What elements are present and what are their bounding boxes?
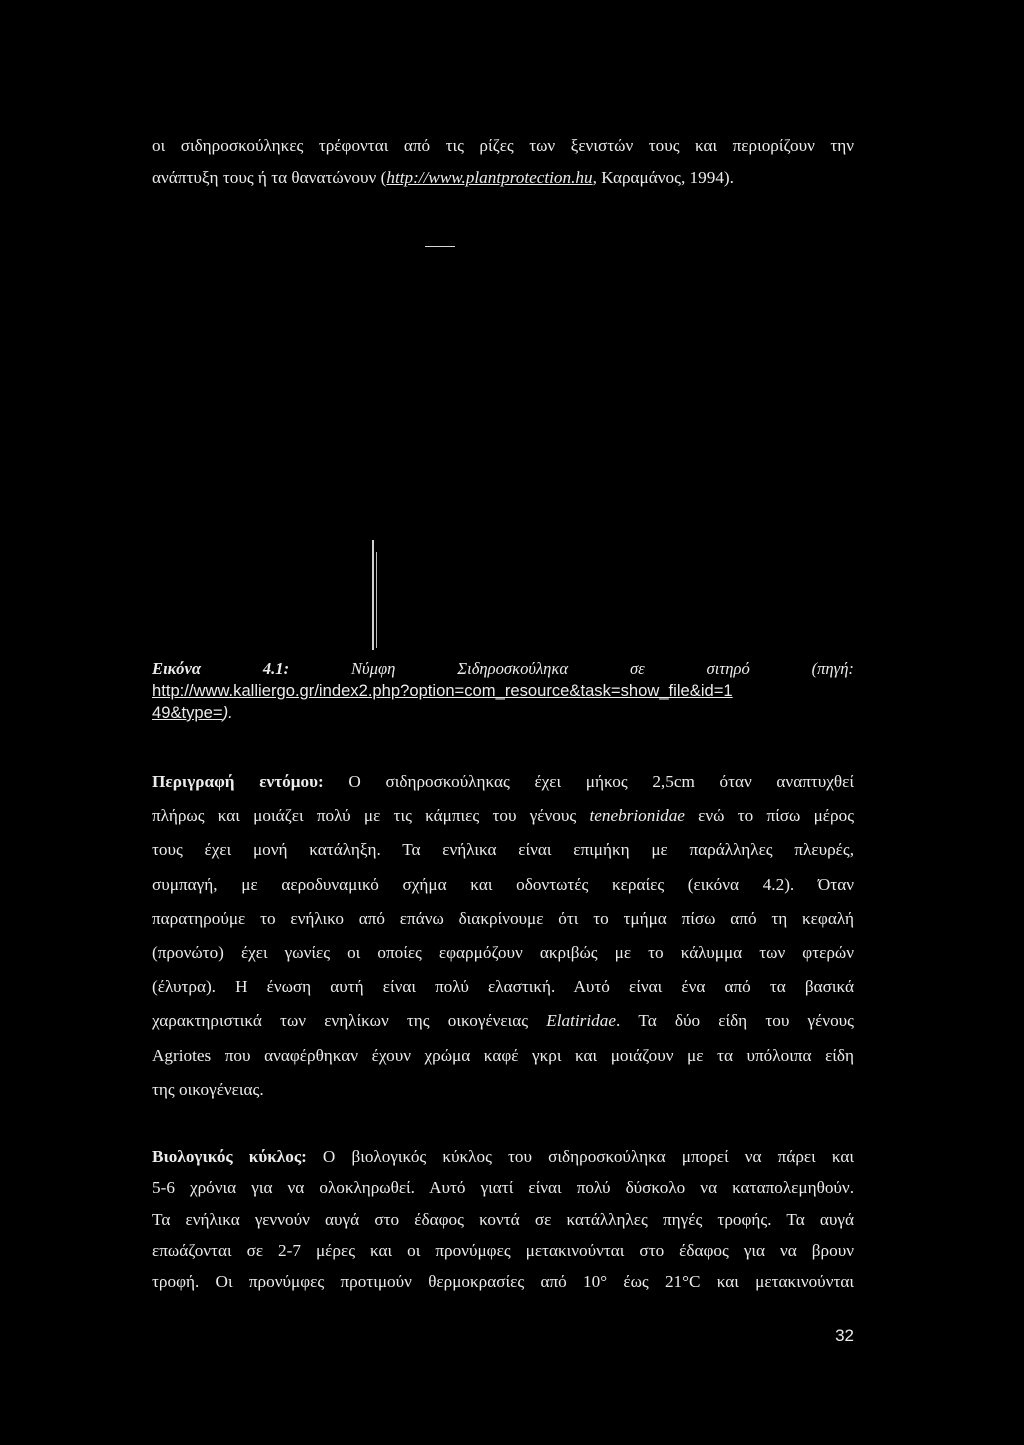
caption-close: ). bbox=[222, 703, 233, 722]
intro-line-2-text: ανάπτυξη τους ή τα θανατώνουν ( bbox=[152, 168, 387, 187]
biology-line-5: τροφή. Οι προνύμφες προτιμούν θερμοκρασίες από 10° έως 21°C και μετακινούνται bbox=[152, 1272, 854, 1292]
biology-paragraph bbox=[152, 1141, 854, 1297]
caption-number: 4.1: bbox=[262, 659, 290, 678]
description-taxon-2: Elatiridae bbox=[546, 1011, 616, 1031]
source-link[interactable]: http://www.plantprotection.hu bbox=[386, 168, 593, 187]
description-taxon-1: tenebrionidae bbox=[589, 806, 685, 826]
description-line-8-post: . Τα δύο είδη του γένους bbox=[615, 1011, 854, 1031]
description-paragraph bbox=[152, 765, 854, 1107]
figure-edge-inner bbox=[376, 552, 377, 648]
description-line-9: Agriotes που αναφέρθηκαν έχουν χρώμα καφέ γκρι και μοιάζουν με τα υπόλοιπα είδη bbox=[152, 1045, 854, 1065]
biology-line-3: Τα ενήλικα γεννούν αυγά στο έδαφος κοντά σε κατάλληλες πηγές τροφής. Τα αυγά bbox=[152, 1209, 854, 1229]
caption-url-line-2 bbox=[152, 702, 854, 724]
figure-image bbox=[372, 540, 378, 650]
page-number: 32 bbox=[835, 1326, 854, 1345]
description-line-1-text: Ο σιδηροσκούληκας έχει μήκος 2,5cm όταν αναπτυχθεί bbox=[323, 772, 854, 791]
intro-line-2 bbox=[152, 162, 854, 194]
caption-word-3: σε bbox=[629, 659, 645, 678]
intro-line-2-citation: , Καραμάνος, 1994). bbox=[592, 168, 734, 187]
description-line-2 bbox=[152, 799, 854, 833]
caption-label: Εικόνα bbox=[152, 659, 201, 678]
biology-line-2: 5-6 χρόνια για να ολοκληρωθεί. Αυτό γιατί είναι πολύ δύσκολο να καταπολεμηθούν. bbox=[152, 1178, 854, 1198]
caption-word-4: σιτηρό bbox=[706, 659, 750, 678]
caption-url-line-1[interactable]: http://www.kalliergo.gr/index2.php?option=com_resource&task=show_file&id=1 bbox=[152, 681, 733, 700]
description-line-6: (προνώτο) έχει γωνίες οι οποίες εφαρμόζουν ακριβώς με το κάλυμμα των φτερών bbox=[152, 942, 854, 962]
description-line-8-pre: χαρακτηριστικά των ενηλίκων της οικογένειας bbox=[152, 1011, 547, 1031]
intro-paragraph bbox=[152, 130, 854, 194]
biology-line-1 bbox=[152, 1141, 854, 1172]
description-line-4: συμπαγή, με αεροδυναμικό σχήμα και οδοντωτές κεραίες (εικόνα 4.2). Όταν bbox=[152, 874, 854, 894]
separator-dash bbox=[425, 246, 455, 247]
caption-word-2: Σιδηροσκούληκα bbox=[457, 659, 569, 678]
intro-line-1: οι σιδηροσκούληκες τρέφονται από τις ρίζες των ξενιστών τους και περιορίζουν την bbox=[152, 136, 854, 155]
description-heading: Περιγραφή εντόμου: bbox=[152, 772, 324, 791]
description-line-5: παρατηρούμε το ενήλικο από επάνω διακρίνουμε ότι το τμήμα πίσω από τη κεφαλή bbox=[152, 908, 854, 928]
description-line-1 bbox=[152, 765, 854, 799]
description-line-2-post: ενώ το πίσω μέρος bbox=[684, 806, 855, 826]
description-line-2-pre: πλήρως και μοιάζει πολύ με τις κάμπιες του γένους bbox=[152, 806, 590, 826]
biology-line-4: επωάζονται σε 2-7 μέρες και οι προνύμφες μετακινούνται στο έδαφος για να βρουν bbox=[152, 1240, 854, 1260]
caption-line-1 bbox=[152, 658, 854, 680]
biology-heading: Βιολογικός κύκλος: bbox=[152, 1147, 307, 1166]
description-line-10: της οικογένειας. bbox=[152, 1079, 264, 1099]
caption-word-1: Νύμφη bbox=[350, 659, 396, 678]
description-line-8 bbox=[152, 1004, 854, 1038]
description-line-3: τους έχει μονή κατάληξη. Τα ενήλικα είναι επιμήκη με παράλληλες πλευρές, bbox=[152, 840, 854, 860]
figure-edge-left bbox=[372, 540, 374, 650]
figure-caption bbox=[152, 658, 854, 724]
description-line-7: (έλυτρα). Η ένωση αυτή είναι πολύ ελαστική. Αυτό είναι ένα από τα βασικά bbox=[152, 977, 854, 997]
caption-word-5: (πηγή: bbox=[811, 659, 854, 678]
caption-url-end[interactable]: 49&type= bbox=[152, 703, 223, 722]
biology-line-1-text: Ο βιολογικός κύκλος του σιδηροσκούληκα μπορεί να πάρει και bbox=[306, 1147, 854, 1166]
